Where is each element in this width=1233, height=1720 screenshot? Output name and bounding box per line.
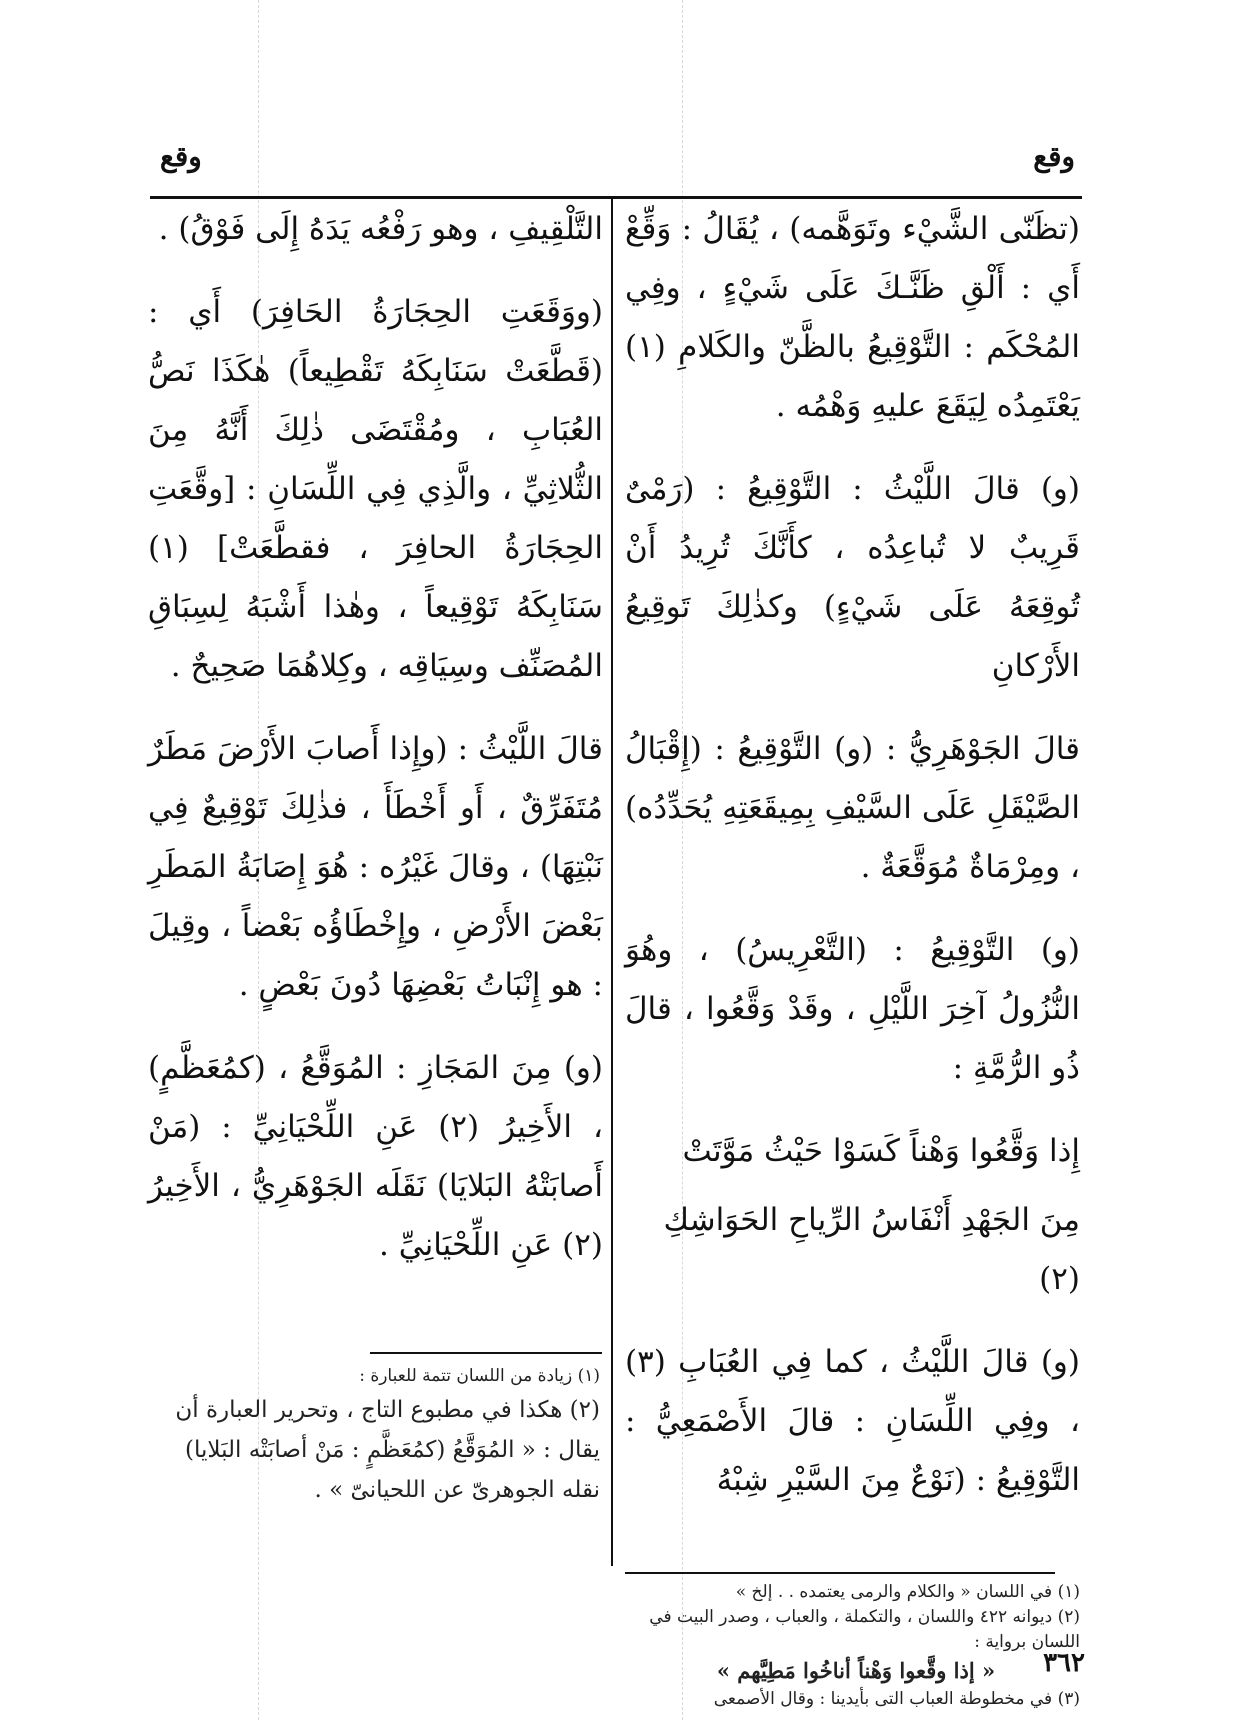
header-rule <box>150 196 1082 199</box>
verse-line: مِنَ الجَهْدِ أَنْفَاسُ الرِّياحِ الحَوَاشِكِ (٢) <box>663 1202 1080 1297</box>
footnote: (١) زيادة من اللسان تتمة للعبارة : <box>359 1366 600 1386</box>
footnote-rule-left <box>370 1352 602 1354</box>
right-column <box>625 200 1080 1534</box>
footnote: (١) في اللسان « والكلام والرمى يعتمده . . إلخ » <box>735 1582 1080 1602</box>
verse-line: إِذا وَقَّعُوا وَهْناً كَسَوْا حَيْثُ مَوَّتَتْ <box>682 1133 1080 1169</box>
footnotes-left <box>155 1362 600 1510</box>
paragraph: (و) مِنَ المَجَازِ : المُوَقَّعُ ، (كمُعَظَّمٍ) ، الأَخِيرُ (٢) عَنِ اللِّحْيَانِيِّ : (مَنْ أَصابَتْهُ البَلايَا) نَقَلَه الجَوْهَرِيُّ ، الأَخِيرُ (٢) عَنِ اللِّحْيَانِيِّ . <box>148 1050 603 1263</box>
column-separator <box>611 196 613 1566</box>
footnote-rule-right <box>625 1572 1055 1574</box>
paragraph: (ووَقَعَتِ الحِجَارَةُ الحَافِرَ) أَي : (قَطَّعَتْ سَنَابِكَهُ تَقْطِيعاً) هٰكَذَا نَصُّ العُبَابِ ، ومُقْتَضَى ذٰلِكَ أَنَّهُ مِنَ الثُّلاثِيِّ ، والَّذِي فِي اللِّسَانِ : [وقَّعَتِ الحِجَارَةُ الحافِرَ ، فقطَّعَتْ] (١) سَنَابِكَهُ تَوْقِيعاً ، وهٰذا أَشْبَهُ لِسِبَاقِ المُصَنِّف وسِيَاقِه ، وكِلاهُمَا صَحِيحٌ . <box>148 294 603 684</box>
footnote-verse: « إذا وقَّعوا وَهْناً أناخُوا مَطِيَّهم » <box>716 1658 996 1683</box>
left-column <box>148 200 603 1299</box>
footnote: (٢) ديوانه ٤٢٢ واللسان ، والتكملة ، والعباب ، وصدر البيت في اللسان برواية : <box>649 1607 1080 1652</box>
footnote: (٣) في مخطوطة العباب التى بأيدينا : وقال الأصمعى <box>713 1689 1080 1709</box>
paragraph: قالَ الجَوْهَرِيُّ : (و) التَّوْقِيعُ : (إِقْبَالُ الصَّيْقَلِ عَلَى السَّيْفِ بِمِيقَعَتِهِ يُحَدِّدُه) ، ومِرْمَاةٌ مُوَقَّعَةٌ . <box>625 731 1080 885</box>
paragraph: (و) قالَ اللَّيْثُ : التَّوْقِيعُ : (رَمْىٌ قَرِيبٌ لا تُباعِدُه ، كأَنَّكَ تُرِيدُ أَنْ تُوقِعَهُ عَلَى شَيْءٍ) وكذٰلِكَ تَوقِيعُ الأَرْكانِ <box>625 471 1080 684</box>
running-header-right: وقع <box>1033 140 1075 173</box>
paragraph: (و) قالَ اللَّيْثُ ، كما فِي العُبَابِ (٣) ، وفِي اللِّسَانِ : قالَ الأَصْمَعِيُّ : التَّوْقِيعُ : (نَوْعٌ مِنَ السَّيْرِ شِبْهُ <box>625 1344 1080 1498</box>
footnotes-right <box>632 1580 1080 1712</box>
paragraph: (و) التَّوْقِيعُ : (التَّعْرِيسُ) ، وهُوَ النُّزُولُ آخِرَ اللَّيْلِ ، وقَدْ وَقَّعُوا ، قالَ ذُو الرُّمَّةِ : <box>625 932 1080 1086</box>
running-header-left: وقع <box>160 140 202 173</box>
paragraph: قالَ اللَّيْثُ : (وإِذا أَصابَ الأَرْضَ مَطَرٌ مُتَفَرِّقٌ ، أَو أَخْطَأَ ، فذٰلِكَ تَوْقِيعٌ فِي نَبْتِهَا) ، وقالَ غَيْرُه : هُوَ إِصَابَةُ المَطَرِ بَعْضَ الأَرْضِ ، وإِخْطَاؤُه بَعْضاً ، وقِيلَ : هو إِنْبَاتُ بَعْضِهَا دُونَ بَعْضٍ . <box>148 731 603 1003</box>
footnote: (٢) هكذا في مطبوع التاج ، وتحرير العبارة أن يقال : « المُوَقَّعُ (كمُعَظَّمٍ : مَنْ أصابَتْه البَلايا) نقله الجوهرىّ عن اللحيانىّ » . <box>175 1397 600 1503</box>
paragraph: (تظَنّى الشَّيْء وتَوَهَّمه) ، يُقَالُ : وَقِّعْ أَي : أَلْقِ ظَنَّـكَ عَلَى شَيْءٍ ، وفِي المُحْكَم : التَّوْقِيعُ بالظَّنّ والكَلامِ (١) يَعْتَمِدُه لِيَقَعَ عليهِ وَهْمُه . <box>625 211 1080 424</box>
paragraph: التَّلْقِيفِ ، وهو رَفْعُه يَدَهُ إِلَى فَوْقُ) . <box>158 211 603 247</box>
page-number: ٣٦٢ <box>1043 1648 1085 1678</box>
